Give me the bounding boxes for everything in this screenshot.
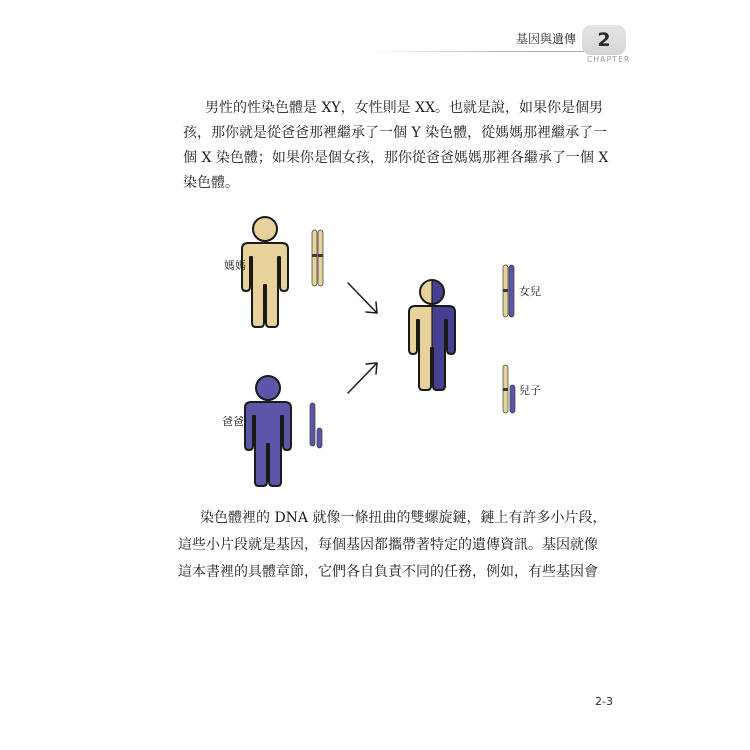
- father-figure-icon: [245, 376, 291, 486]
- paragraph-line: 男性的性染色體是 XY，女性則是 XX。也就是說，如果你是個男: [205, 100, 604, 116]
- chapter-label: CHAPTER: [587, 55, 631, 64]
- paragraph-line: 染色體裡的 DNA 就像一條扭曲的雙螺旋鏈，鏈上有許多小片段，: [200, 510, 607, 526]
- chapter-number: 2: [597, 29, 611, 51]
- centromere-mark: [318, 254, 323, 257]
- mother-label: 媽媽: [224, 259, 246, 272]
- mother-figure-icon: [242, 217, 288, 327]
- paragraph-dna-genes: [178, 505, 607, 586]
- paragraph-line: 孩，那你就是從爸爸那裡繼承了一個 Y 染色體，從媽媽那裡繼承了一: [183, 125, 608, 141]
- mother-chromosomes-icon: [312, 230, 323, 286]
- centromere-mark: [503, 388, 508, 391]
- paragraph-line: 染色體。: [183, 175, 239, 191]
- arrow-up-right-icon: [348, 363, 377, 393]
- arrow-down-right-icon: [348, 283, 377, 313]
- daughter-label: 女兒: [519, 285, 541, 298]
- son-chromosomes-icon: [503, 365, 515, 413]
- father-y-chromosome: [317, 428, 322, 448]
- child-figure-icon: [409, 280, 455, 390]
- daughter-chromosomes-icon: [503, 265, 514, 317]
- paragraph-line: 個 X 染色體；如果你是個女孩，那你從爸爸媽媽那裡各繼承了一個 X: [183, 150, 609, 166]
- mother-x-chromosome: [312, 230, 317, 286]
- paragraph-line: 這些小片段就是基因，每個基因都攜帶著特定的遺傳資訊。基因就像: [178, 537, 598, 553]
- section-title: 基因與遺傳: [515, 32, 576, 46]
- page-number: 2-3: [595, 695, 613, 708]
- father-chromosomes-icon: [310, 403, 322, 448]
- father-label: 爸爸: [222, 415, 244, 428]
- paragraph-line: 這本書裡的具體章節，它們各自負責不同的任務，例如，有些基因會: [178, 564, 598, 580]
- mother-x-chromosome: [318, 230, 323, 286]
- son-paternal-y: [510, 385, 515, 413]
- centromere-mark: [503, 289, 508, 292]
- daughter-paternal-x: [509, 265, 514, 317]
- son-label: 兒子: [519, 384, 541, 397]
- father-x-chromosome: [310, 403, 315, 446]
- centromere-mark: [312, 254, 317, 257]
